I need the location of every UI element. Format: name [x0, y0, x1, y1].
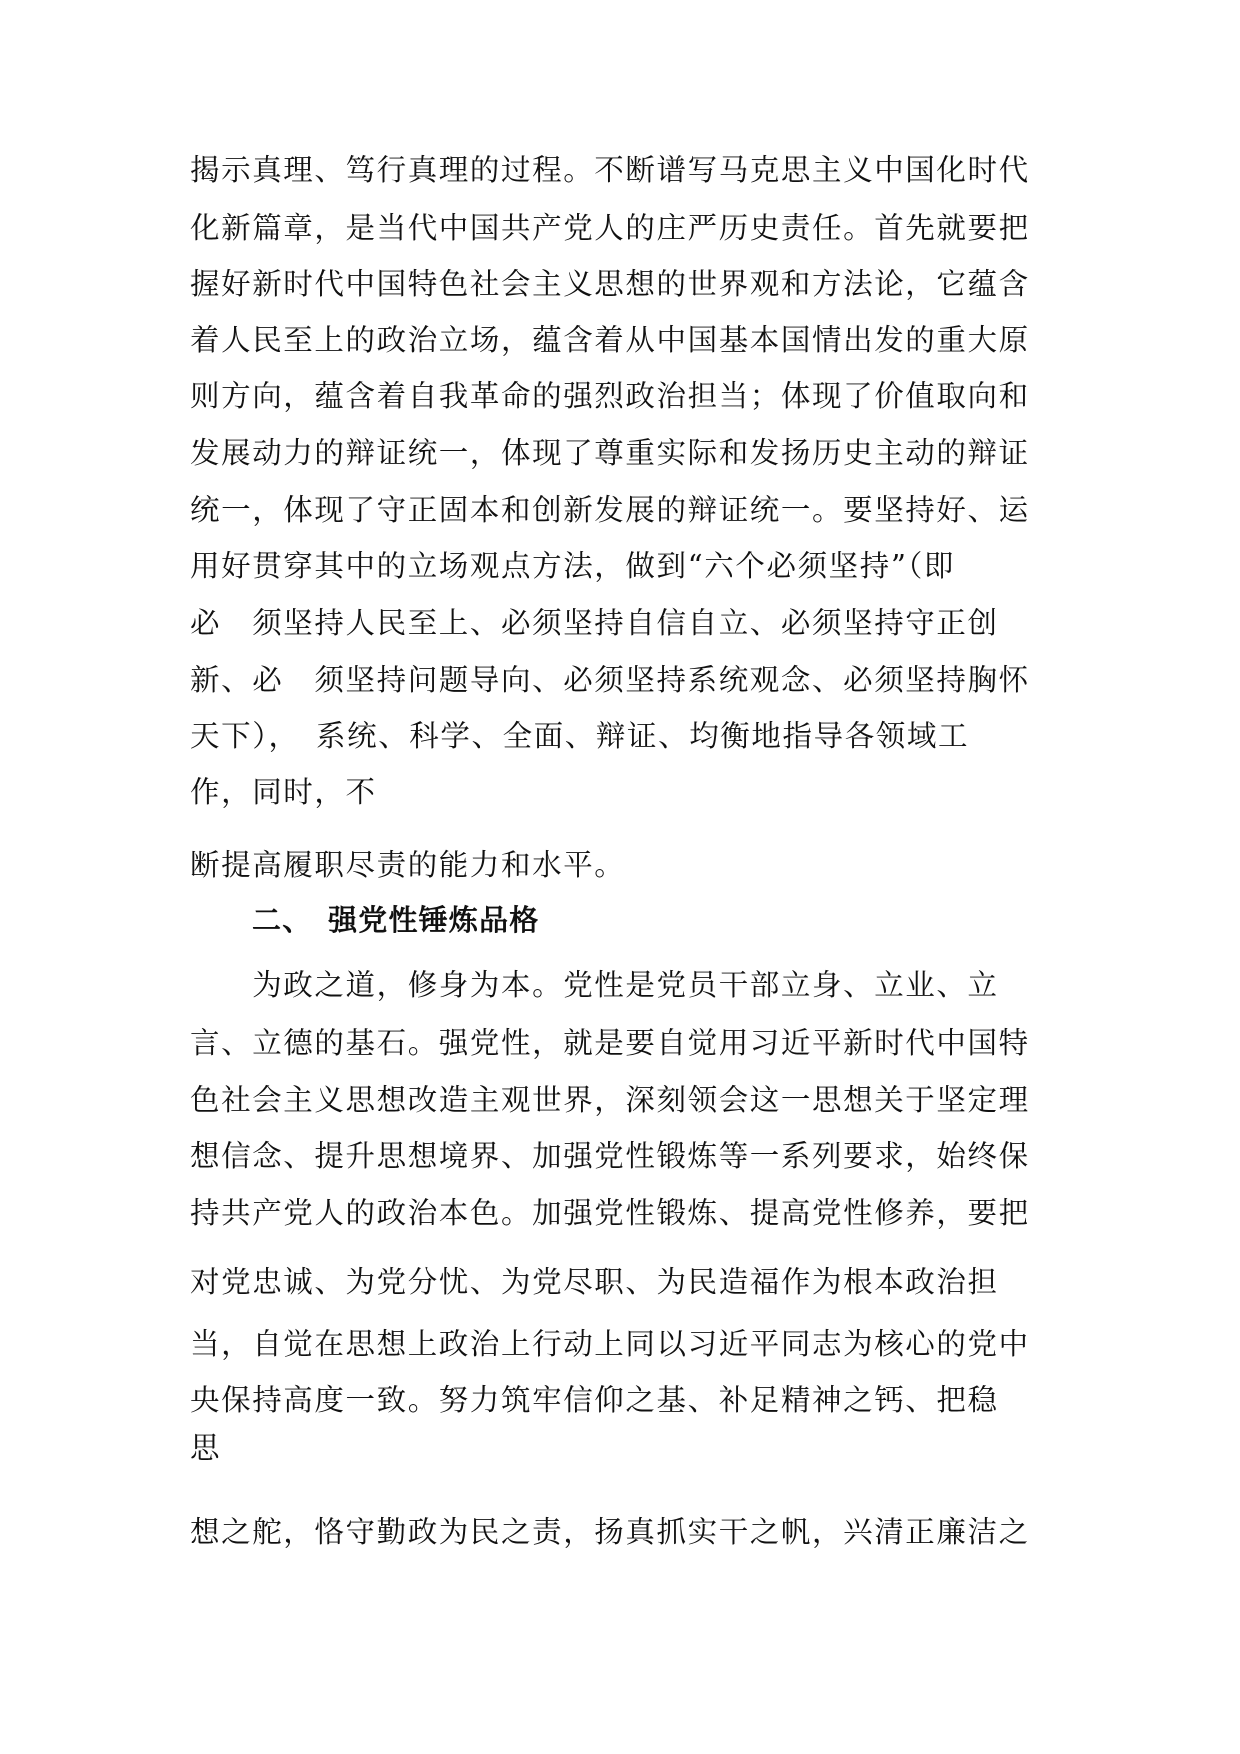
- text-line: 持共产党人的政治本色。加强党性锻炼、提高党性修养，要把: [190, 1196, 1030, 1230]
- text-line: 断提高履职尽责的能力和水平。: [190, 848, 626, 882]
- text-line: 发展动力的辩证统一，体现了尊重实际和发扬历史主动的辩证: [190, 436, 1030, 470]
- text-line: 当，自觉在思想上政治上行动上同以习近平同志为核心的党中: [190, 1327, 1030, 1361]
- text-line: 着人民至上的政治立场，蕴含着从中国基本国情出发的重大原: [190, 323, 1030, 357]
- text-line: 握好新时代中国特色社会主义思想的世界观和方法论，它蕴含: [190, 267, 1030, 301]
- text-line: 央保持高度一致。努力筑牢信仰之基、补足精神之钙、把稳: [190, 1383, 999, 1417]
- text-line: 揭示真理、笃行真理的过程。不断谱写马克思主义中国化时代: [190, 153, 1030, 187]
- section-heading: 二、 强党性锤炼品格: [252, 903, 540, 937]
- text-line: 用好贯穿其中的立场观点方法，做到“六个必须坚持”（即: [190, 549, 956, 583]
- text-line: 天下）， 系统、科学、全面、辩证、均衡地指导各领域工: [190, 719, 970, 753]
- text-line: 思: [190, 1431, 222, 1465]
- text-line: 作，同时，不: [190, 775, 377, 809]
- text-line: 想之舵，恪守勤政为民之责，扬真抓实干之帆，兴清正廉洁之: [190, 1515, 1030, 1549]
- text-line: 言、立德的基石。强党性，就是要自觉用习近平新时代中国特: [190, 1026, 1030, 1060]
- text-line: 新、必 须坚持问题导向、必须坚持系统观念、必须坚持胸怀: [190, 663, 1030, 697]
- text-line: 色社会主义思想改造主观世界，深刻领会这一思想关于坚定理: [190, 1083, 1030, 1117]
- text-line: 对党忠诚、为党分忧、为党尽职、为民造福作为根本政治担: [190, 1265, 999, 1299]
- text-line: 统一，体现了守正固本和创新发展的辩证统一。要坚持好、运: [190, 493, 1030, 527]
- paragraph-first-line: 为政之道，修身为本。党性是党员干部立身、立业、立: [190, 968, 999, 1002]
- text-line: 想信念、提升思想境界、加强党性锻炼等一系列要求，始终保: [190, 1139, 1030, 1173]
- text-line: 化新篇章，是当代中国共产党人的庄严历史责任。首先就要把: [190, 211, 1030, 245]
- text-line: 则方向，蕴含着自我革命的强烈政治担当；体现了价值取向和: [190, 379, 1030, 413]
- text-line: 必 须坚持人民至上、必须坚持自信自立、必须坚持守正创: [190, 606, 999, 640]
